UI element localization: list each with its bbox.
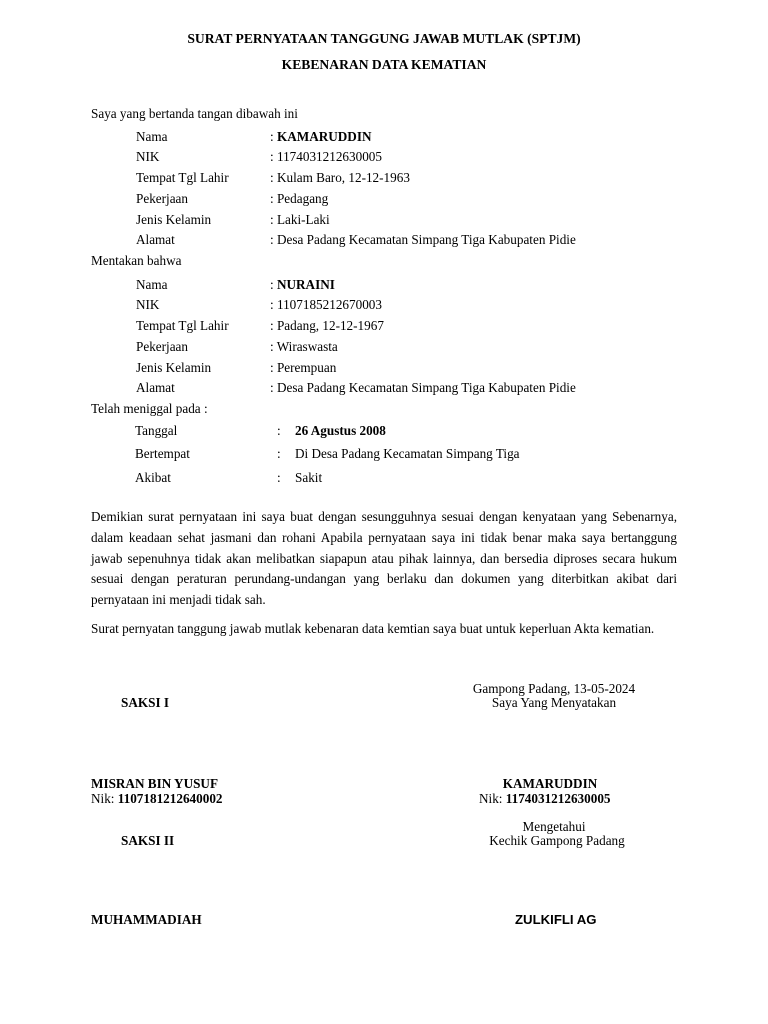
acknowledge-role: Kechik Gampong Padang — [489, 833, 625, 848]
death-heading: Telah meniggal pada : — [91, 401, 208, 416]
death-cause-separator: : — [277, 470, 281, 485]
death-date-separator: : — [277, 423, 281, 438]
witness2-heading: SAKSI II — [121, 833, 175, 848]
declarant-name-label: Nama — [136, 129, 168, 144]
headman-name: ZULKIFLI AG — [515, 912, 597, 927]
deceased-nik-value: : 1107185212670003 — [270, 297, 382, 312]
death-place-label: Bertempat — [135, 446, 190, 461]
deceased-nik-label: NIK — [136, 297, 160, 312]
purpose-paragraph: Surat pernyatan tanggung jawab mutlak kebenaran data kemtian saya buat untuk keperluan Akta kematian. — [91, 621, 655, 636]
declarant-nik-label: NIK — [136, 149, 160, 164]
states-heading: Mentakan bahwa — [91, 253, 182, 268]
declarant-birth-label: Tempat Tgl Lahir — [136, 170, 229, 185]
declarer-nik: Nik: 1174031212630005 — [479, 791, 611, 806]
deceased-job-label: Pekerjaan — [136, 339, 188, 354]
witness1-nik: Nik: 1107181212640002 — [91, 791, 223, 806]
declarant-address-value: : Desa Padang Kecamatan Simpang Tiga Kabupaten Pidie — [270, 232, 576, 247]
deceased-address-value: : Desa Padang Kecamatan Simpang Tiga Kabupaten Pidie — [270, 380, 576, 395]
witness2-name: MUHAMMADIAH — [91, 912, 202, 927]
declarer-caption: Saya Yang Menyatakan — [491, 695, 617, 710]
declarant-job-label: Pekerjaan — [136, 191, 188, 206]
deceased-name-value: : NURAINI — [270, 277, 335, 292]
death-place-separator: : — [277, 446, 281, 461]
death-date-value: 26 Agustus 2008 — [295, 423, 386, 438]
place-date: Gampong Padang, 13-05-2024 — [472, 681, 636, 696]
witness1-name: MISRAN BIN YUSUF — [91, 776, 219, 791]
deceased-gender-value: : Perempuan — [270, 360, 337, 375]
death-cause-label: Akibat — [135, 470, 171, 485]
acknowledge-caption: Mengetahui — [522, 819, 586, 834]
document-title: SURAT PERNYATAAN TANGGUNG JAWAB MUTLAK (SPTJM) — [187, 31, 581, 46]
deceased-name-label: Nama — [136, 277, 168, 292]
deceased-address-label: Alamat — [136, 380, 175, 395]
deceased-birth-value: : Padang, 12-12-1967 — [270, 318, 384, 333]
statement-paragraph: Demikian surat pernyataan ini saya buat dengan sesungguhnya sesuai dengan kenyataan yang Sebenarnya, dalam keadaan sehat jasmani dan rohani Apabila pernyataan saya ini tidak benar maka saya bertanggung jawab sepenuhnya tidak akan melibatkan siapapun atau pihak lainnya, dan bersedia diproses secara hukum sesuai dengan peraturan perundang-undangan yang berlaku dan dokumen yang diterbitkan akibat dari pernyataan ini menjadi tidak sah. — [91, 509, 677, 608]
declarant-job-value: : Pedagang — [270, 191, 329, 206]
deceased-birth-label: Tempat Tgl Lahir — [136, 318, 229, 333]
deceased-gender-label: Jenis Kelamin — [136, 360, 212, 375]
declarant-birth-value: : Kulam Baro, 12-12-1963 — [270, 170, 410, 185]
intro-text: Saya yang bertanda tangan dibawah ini — [91, 106, 298, 121]
declarer-name: KAMARUDDIN — [502, 776, 598, 791]
death-place-value: Di Desa Padang Kecamatan Simpang Tiga — [295, 446, 520, 461]
declarant-name-value: : KAMARUDDIN — [270, 129, 372, 144]
death-cause-value: Sakit — [295, 470, 323, 485]
witness1-heading: SAKSI I — [121, 695, 170, 710]
document-subtitle: KEBENARAN DATA KEMATIAN — [281, 57, 487, 72]
declarant-address-label: Alamat — [136, 232, 175, 247]
deceased-job-value: : Wiraswasta — [270, 339, 338, 354]
declarant-gender-label: Jenis Kelamin — [136, 212, 212, 227]
death-date-label: Tanggal — [135, 423, 178, 438]
declarant-nik-value: : 1174031212630005 — [270, 149, 382, 164]
declarant-gender-value: : Laki-Laki — [270, 212, 330, 227]
